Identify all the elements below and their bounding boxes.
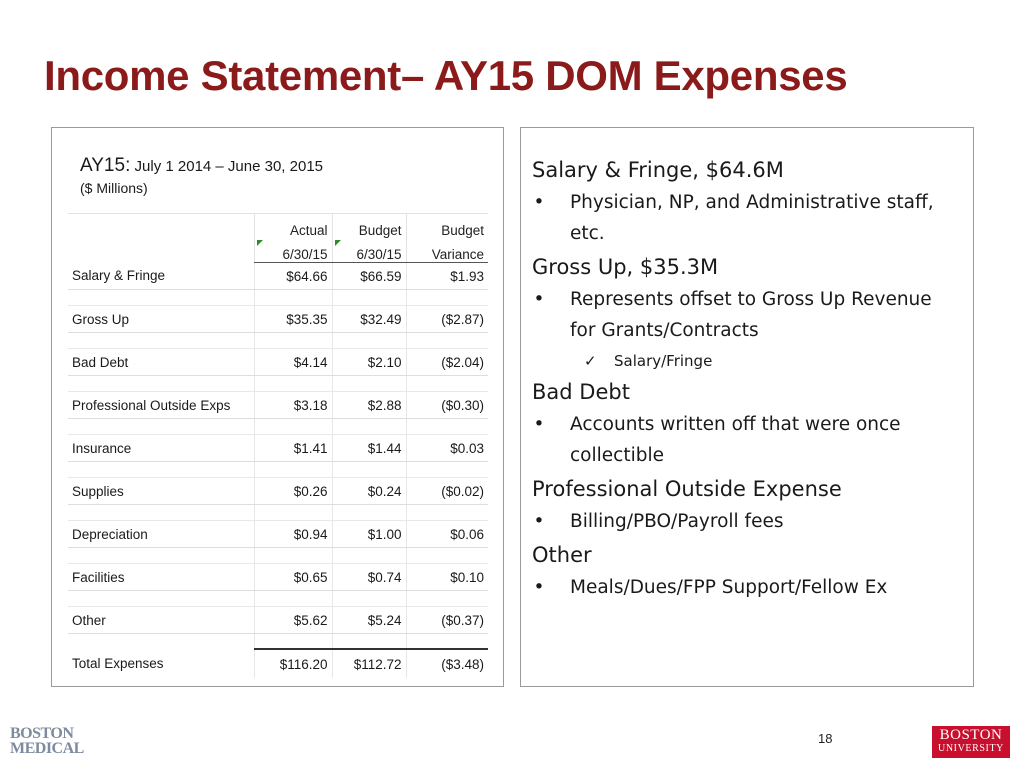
budget-value: $0.74 xyxy=(332,564,406,591)
row-label: Other xyxy=(68,607,254,634)
col-subheader-budget-date: 6/30/15 xyxy=(332,238,406,263)
actual-value: $5.62 xyxy=(254,607,332,634)
table-row xyxy=(68,478,488,505)
budget-value: $5.24 xyxy=(332,607,406,634)
checkmark-icon: ✓ xyxy=(584,352,597,370)
col-header-budget: Budget xyxy=(332,214,406,239)
row-label: Depreciation xyxy=(68,521,254,548)
bmc-logo-line2: MEDICAL xyxy=(10,740,84,757)
row-spacer xyxy=(68,376,488,392)
bullet-text: Accounts written off that were once collectible xyxy=(570,414,901,466)
period-label xyxy=(80,155,323,177)
total-label: Total Expenses xyxy=(72,656,164,671)
units-label: ($ Millions) xyxy=(80,180,148,196)
section-heading: Professional Outside Expense xyxy=(532,477,842,501)
bu-logo-line2: UNIVERSITY xyxy=(938,743,1004,754)
page-number: 18 xyxy=(818,731,833,746)
actual-value: $0.65 xyxy=(254,564,332,591)
bullet-item xyxy=(532,572,962,603)
budget-value: $2.10 xyxy=(332,349,406,376)
row-spacer xyxy=(68,548,488,564)
col-header-budget-variance: Budget xyxy=(406,214,488,239)
period-range: July 1 2014 – June 30, 2015 xyxy=(130,158,324,175)
row-spacer xyxy=(68,290,488,306)
bullet-item xyxy=(532,409,962,471)
bullet-icon: • xyxy=(533,289,545,310)
row-label: Supplies xyxy=(68,478,254,505)
total-budget: $112.72 xyxy=(332,649,406,678)
col-subheader-variance: Variance xyxy=(406,238,488,263)
budget-value: $1.44 xyxy=(332,435,406,462)
actual-value: $35.35 xyxy=(254,306,332,333)
boston-university-logo xyxy=(932,726,1010,758)
bullet-text: Physician, NP, and Administrative staff, etc. xyxy=(570,192,934,244)
bullet-icon: • xyxy=(533,192,545,213)
budget-value: $2.88 xyxy=(332,392,406,419)
table-subheader-row xyxy=(68,238,488,263)
row-spacer xyxy=(68,462,488,478)
row-spacer xyxy=(68,634,488,650)
table-header-row xyxy=(68,214,488,239)
bullet-item xyxy=(532,187,962,249)
actual-value: $3.18 xyxy=(254,392,332,419)
boston-medical-logo xyxy=(10,722,102,762)
bullet-icon: • xyxy=(533,414,545,435)
budget-value: $0.24 xyxy=(332,478,406,505)
section-heading: Other xyxy=(532,543,592,567)
budget-value: $1.00 xyxy=(332,521,406,548)
bullet-item xyxy=(532,506,962,537)
table-row xyxy=(68,349,488,376)
table-row xyxy=(68,306,488,333)
income-statement-table xyxy=(68,213,488,678)
variance-value: ($2.87) xyxy=(406,306,488,333)
variance-value: ($2.04) xyxy=(406,349,488,376)
period-ay: AY15: xyxy=(80,155,131,176)
row-spacer xyxy=(68,505,488,521)
total-variance: ($3.48) xyxy=(406,649,488,678)
explanation-notes xyxy=(532,156,962,607)
section-heading: Salary & Fringe, $64.6M xyxy=(532,158,784,182)
table-row xyxy=(68,521,488,548)
section-heading: Bad Debt xyxy=(532,380,630,404)
variance-value: $0.06 xyxy=(406,521,488,548)
row-spacer xyxy=(68,419,488,435)
bullet-item xyxy=(532,284,962,346)
col-header-actual: Actual xyxy=(254,214,332,239)
income-table-panel xyxy=(51,127,504,687)
bullet-text: Billing/PBO/Payroll fees xyxy=(570,511,784,532)
bullet-text: Represents offset to Gross Up Revenue for Grants/Contracts xyxy=(570,289,932,341)
bullet-icon: • xyxy=(533,577,545,598)
table-row xyxy=(68,435,488,462)
variance-value: ($0.30) xyxy=(406,392,488,419)
bullet-text: Meals/Dues/FPP Support/Fellow Ex xyxy=(570,577,888,598)
row-label: Insurance xyxy=(68,435,254,462)
row-spacer xyxy=(68,333,488,349)
actual-value: $64.66 xyxy=(254,263,332,290)
explanation-panel xyxy=(520,127,974,687)
variance-value: ($0.02) xyxy=(406,478,488,505)
variance-value: ($0.37) xyxy=(406,607,488,634)
col-subheader-actual-date: 6/30/15 xyxy=(254,238,332,263)
bu-logo-line1: BOSTON xyxy=(939,727,1003,743)
actual-value: $0.94 xyxy=(254,521,332,548)
row-label: Gross Up xyxy=(68,306,254,333)
variance-value: $0.10 xyxy=(406,564,488,591)
variance-value: $1.93 xyxy=(406,263,488,290)
table-row xyxy=(68,392,488,419)
table-row xyxy=(68,607,488,634)
row-label: Professional Outside Exps xyxy=(68,392,254,419)
actual-value: $4.14 xyxy=(254,349,332,376)
section-heading: Gross Up, $35.3M xyxy=(532,255,719,279)
table-row xyxy=(68,263,488,290)
total-actual: $116.20 xyxy=(254,649,332,678)
comment-marker xyxy=(257,240,263,246)
budget-value: $32.49 xyxy=(332,306,406,333)
table-row xyxy=(68,564,488,591)
total-row xyxy=(68,649,488,678)
comment-marker xyxy=(335,240,341,246)
budget-value: $66.59 xyxy=(332,263,406,290)
row-spacer xyxy=(68,591,488,607)
bmc-logo-line1: BOSTON xyxy=(10,725,74,742)
sub-bullet-item xyxy=(532,350,962,372)
actual-value: $0.26 xyxy=(254,478,332,505)
row-label: Salary & Fringe xyxy=(68,263,254,290)
row-label: Facilities xyxy=(68,564,254,591)
slide-title: Income Statement– AY15 DOM Expenses xyxy=(44,52,848,99)
actual-value: $1.41 xyxy=(254,435,332,462)
bullet-icon: • xyxy=(533,511,545,532)
row-label: Bad Debt xyxy=(68,349,254,376)
variance-value: $0.03 xyxy=(406,435,488,462)
sub-bullet-text: Salary/Fringe xyxy=(614,352,713,370)
